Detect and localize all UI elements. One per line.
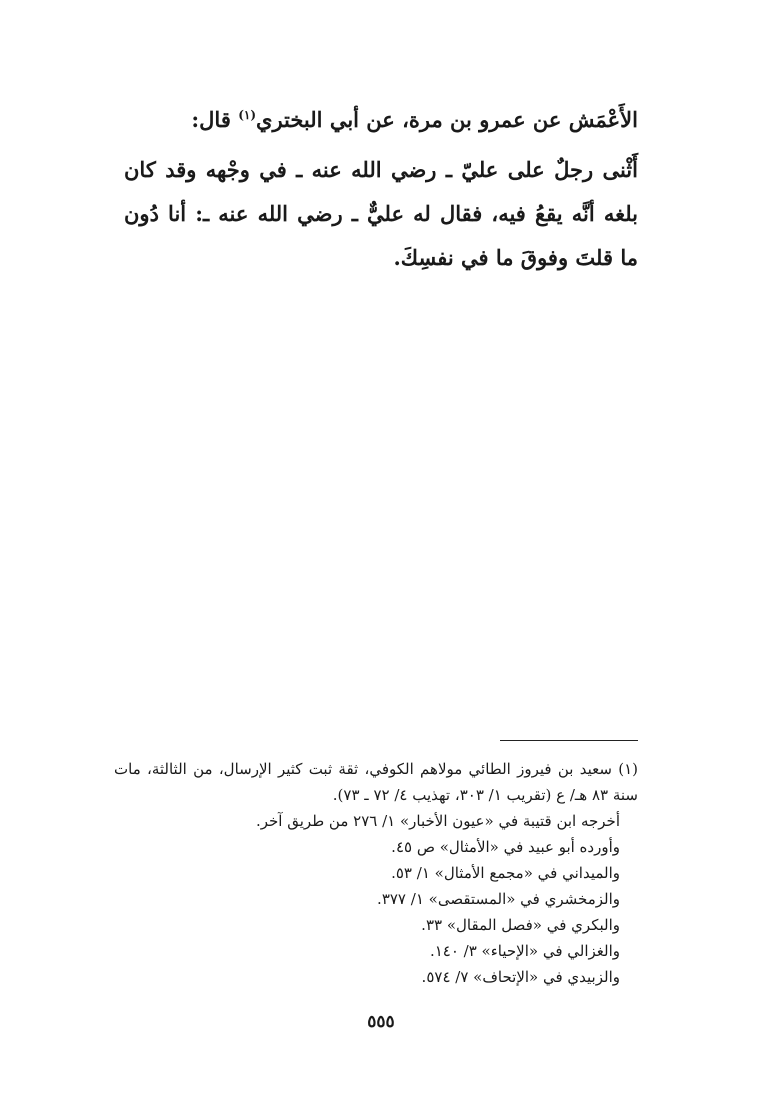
footnotes-section [114, 756, 638, 990]
page-number: ٥٥٥ [367, 1012, 395, 1032]
footnote-divider [500, 740, 638, 741]
footnote-source-line: أخرجه ابن قتيبة في «عيون الأخبار» ١/ ٢٧٦ من طريق آخر. [255, 812, 620, 830]
footnote-source-line: والغزالي في «الإحياء» ٣/ ١٤٠. [429, 942, 620, 960]
narration-tail: قال: [191, 107, 239, 132]
footnote-source-line: والزبيدي في «الإتحاف» ٧/ ٥٧٤. [421, 968, 620, 986]
footnote-source-line: والزمخشري في «المستقصى» ١/ ٣٧٧. [377, 890, 620, 908]
footnote-1: (١) سعيد بن فيروز الطائي مولاهم الكوفي، ثقة ثبت كثير الإرسال، من الثالثة، مات سنة ٨٣ هـ/ ع (تقريب ١/ ٣٠٣، تهذيب ٤/ ٧٢ ـ ٧٣). [114, 760, 638, 804]
footnote-marker[interactable]: (١) [238, 108, 257, 122]
main-paragraph: أَثْنى رجلٌ على عليّ ـ رضي الله عنه ـ في وجْهه وقد كان بلغه أنَّه يقعُ فيه، فقال له عليٌّ ـ رضي الله عنه ـ: أنا دُون ما قلتَ وفوقَ ما في نفسِكَ. [124, 157, 638, 270]
footnote-source-line: والميداني في «مجمع الأمثال» ١/ ٥٣. [391, 864, 620, 882]
footnote-source-line: وأورده أبو عبيد في «الأمثال» ص ٤٥. [391, 838, 620, 856]
narration-text: الأَعْمَش عن عمرو بن مرة، عن أبي البختري [256, 107, 638, 132]
chain-of-narration [124, 104, 638, 136]
footnote-source-line: والبكري في «فصل المقال» ٣٣. [421, 916, 620, 934]
